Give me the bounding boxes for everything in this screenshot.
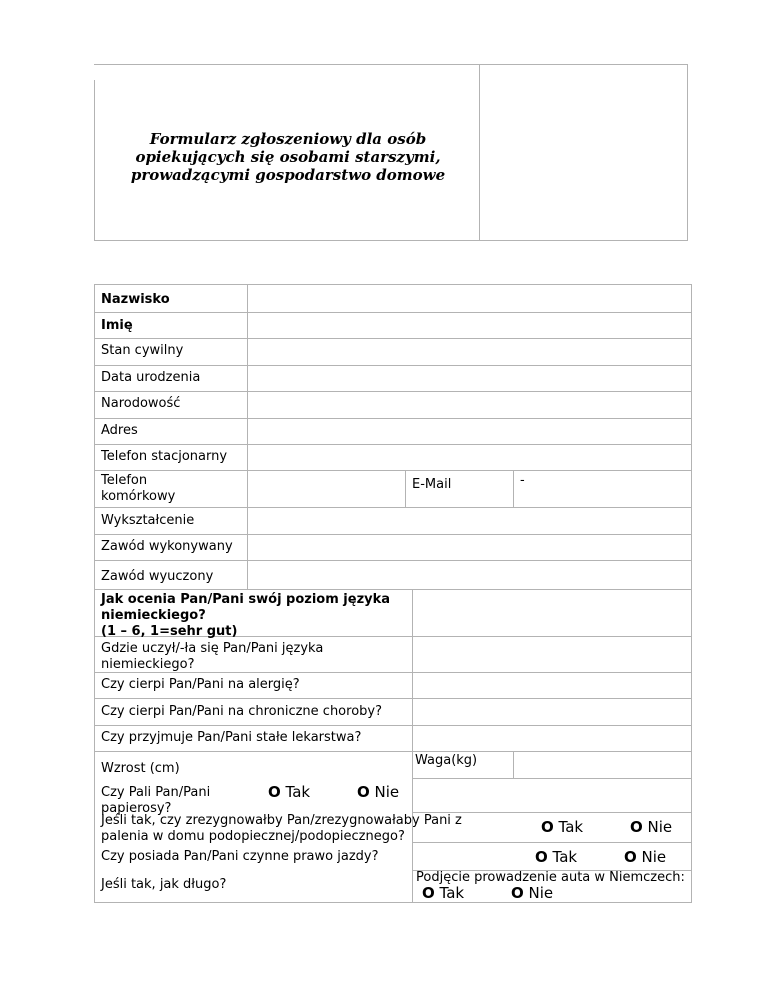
drive-germany-yes-option[interactable]: O Tak	[422, 884, 465, 902]
email-value: -	[520, 473, 525, 488]
mobile-label: Telefon komórkowy	[101, 473, 176, 504]
radio-circle-icon: O	[535, 848, 548, 866]
learned-occupation-label: Zawód wyuczony	[101, 569, 214, 584]
email-label: E-Mail	[412, 477, 452, 492]
drive-germany-label: Podjęcie prowadzenie auta w Niemczech:	[416, 870, 685, 885]
landline-label: Telefon stacjonarny	[101, 449, 228, 464]
medication-label: Czy przyjmuje Pan/Pani stałe lekarstwa?	[101, 730, 362, 745]
driving-license-label: Czy posiada Pan/Pani czynne prawo jazdy?	[101, 849, 379, 864]
weight-label: Waga(kg)	[415, 753, 478, 768]
radio-circle-icon: O	[541, 818, 554, 836]
stop-smoking-yes-option[interactable]: O Tak	[541, 818, 584, 836]
nationality-label: Narodowość	[101, 396, 181, 411]
current-occupation-label: Zawód wykonywany	[101, 539, 233, 554]
form-title: Formularz zgłoszeniowy dla osób opiekujących się osobami starszymi, prowadzącymi gospodarstwo domowe	[130, 130, 446, 184]
german-where-label: Gdzie uczył/-ła się Pan/Pani języka niemieckiego?	[101, 641, 324, 672]
radio-circle-icon: O	[357, 783, 370, 801]
stop-smoking-no-option[interactable]: O Nie	[630, 818, 673, 836]
address-label: Adres	[101, 423, 138, 438]
radio-circle-icon: O	[630, 818, 643, 836]
smoking-yes-option[interactable]: O Tak	[268, 783, 311, 801]
allergy-label: Czy cierpi Pan/Pani na alergię?	[101, 677, 300, 692]
smoking-label: Czy Pali Pan/Pani papierosy?	[101, 785, 211, 816]
height-label: Wzrost (cm)	[101, 761, 180, 776]
radio-circle-icon: O	[511, 884, 524, 902]
marital-status-label: Stan cywilny	[101, 343, 184, 358]
radio-circle-icon: O	[268, 783, 281, 801]
license-no-option[interactable]: O Nie	[624, 848, 667, 866]
german-level-label: Jak ocenia Pan/Pani swój poziom języka niemieckiego? (1 – 6, 1=sehr gut)	[101, 592, 391, 639]
driving-duration-label: Jeśli tak, jak długo?	[101, 877, 227, 892]
first-name-label: Imię	[101, 318, 133, 333]
smoking-stop-label: Jeśli tak, czy zrezygnowałby Pan/zrezygnowałaby Pani z palenia w domu podopiecznej/podopiecznego?	[101, 813, 462, 844]
surname-label: Nazwisko	[101, 292, 170, 307]
radio-circle-icon: O	[422, 884, 435, 902]
birth-date-label: Data urodzenia	[101, 370, 201, 385]
smoking-no-option[interactable]: O Nie	[357, 783, 400, 801]
education-label: Wykształcenie	[101, 513, 195, 528]
chronic-disease-label: Czy cierpi Pan/Pani na chroniczne choroby?	[101, 704, 382, 719]
radio-circle-icon: O	[624, 848, 637, 866]
drive-germany-no-option[interactable]: O Nie	[511, 884, 554, 902]
license-yes-option[interactable]: O Tak	[535, 848, 578, 866]
